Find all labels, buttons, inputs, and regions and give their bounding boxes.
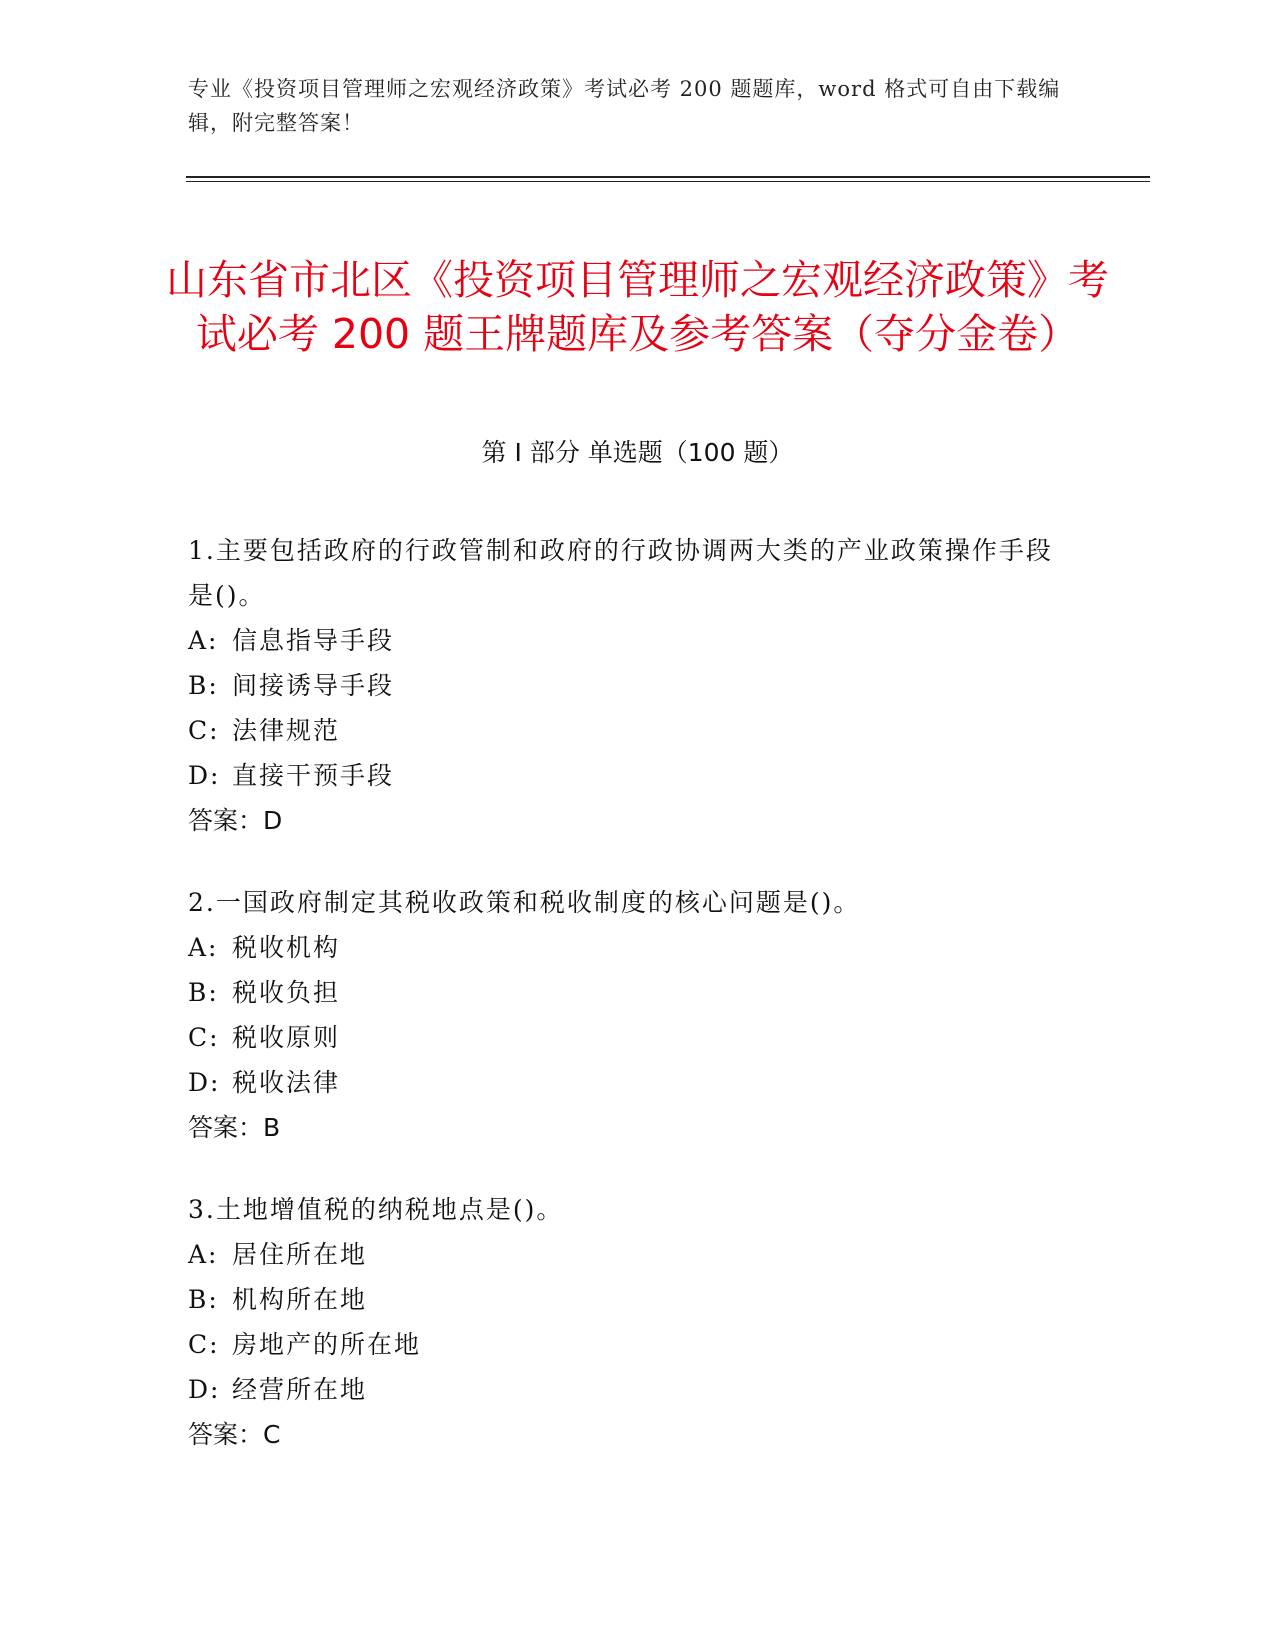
option-text: 税收负担 (232, 978, 341, 1007)
option-b (188, 970, 1068, 1015)
option-d (188, 1367, 1068, 1412)
option-text: 直接干预手段 (232, 761, 395, 790)
option-key: D: (188, 761, 221, 790)
question-stem: 3.土地增值税的纳税地点是()。 (188, 1195, 564, 1224)
option-key: D: (188, 1068, 221, 1097)
option-key: C: (188, 1330, 220, 1359)
document-title: 山东省市北区《投资项目管理师之宏观经济政策》考试必考 200 题王牌题库及参考答案（夺分金卷） (166, 256, 1109, 359)
option-a (188, 1232, 1068, 1277)
option-text: 法律规范 (232, 716, 341, 745)
question-stem: 1.主要包括政府的行政管制和政府的行政协调两大类的产业政策操作手段是()。 (188, 536, 1053, 610)
option-c (188, 708, 1068, 753)
option-b (188, 1277, 1068, 1322)
option-c (188, 1015, 1068, 1060)
header-rule-thick (186, 176, 1150, 178)
section-title: 第 I 部分 单选题（100 题） (481, 438, 794, 467)
option-key: A: (188, 626, 219, 655)
option-key: C: (188, 1023, 220, 1052)
option-text: 税收机构 (232, 933, 341, 962)
option-text: 机构所在地 (232, 1285, 368, 1314)
option-key: A: (188, 933, 219, 962)
option-d (188, 1060, 1068, 1105)
option-key: B: (188, 978, 219, 1007)
option-text: 税收原则 (232, 1023, 341, 1052)
option-a (188, 925, 1068, 970)
option-text: 房地产的所在地 (232, 1330, 422, 1359)
option-c (188, 1322, 1068, 1367)
option-key: D: (188, 1375, 221, 1404)
option-key: B: (188, 1285, 219, 1314)
option-b (188, 663, 1068, 708)
question-list (188, 528, 1068, 1494)
option-key: C: (188, 716, 220, 745)
option-text: 经营所在地 (232, 1375, 368, 1404)
question-stem: 2.一国政府制定其税收政策和税收制度的核心问题是()。 (188, 888, 861, 917)
option-d (188, 753, 1068, 798)
header-note: 专业《投资项目管理师之宏观经济政策》考试必考 200 题题库，word 格式可自由下载编辑，附完整答案！ (188, 77, 1061, 135)
option-a (188, 618, 1068, 663)
question-1 (188, 528, 1068, 844)
option-text: 信息指导手段 (232, 626, 395, 655)
option-key: B: (188, 671, 219, 700)
option-text: 居住所在地 (232, 1240, 368, 1269)
option-text: 间接诱导手段 (232, 671, 395, 700)
answer: 答案：D (188, 806, 283, 835)
option-key: A: (188, 1240, 219, 1269)
answer: 答案：B (188, 1113, 281, 1142)
question-3 (188, 1187, 1068, 1458)
option-text: 税收法律 (232, 1068, 341, 1097)
header-rule-thin (186, 181, 1150, 182)
question-2 (188, 880, 1068, 1151)
answer: 答案：C (188, 1420, 281, 1449)
